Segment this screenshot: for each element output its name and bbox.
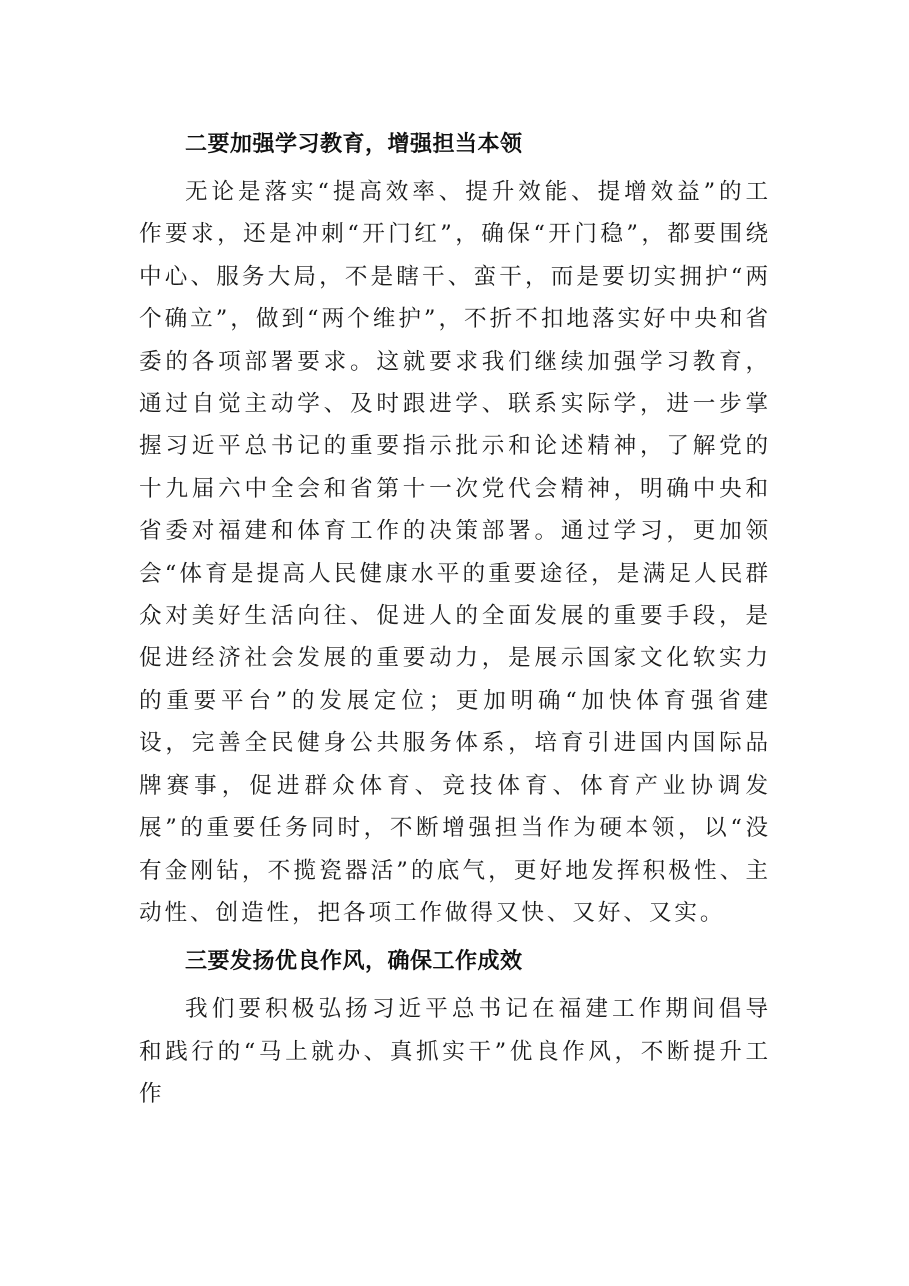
document-body: [139, 123, 771, 1116]
section-heading-strengthen-learning: 二要加强学习教育，增强担当本领: [185, 132, 523, 157]
section-paragraph-good-style: 我们要积极弘扬习近平总书记在福建工作期间倡导和践行的“马上就办、真抓实干”优良作风，不断提升工作: [139, 996, 771, 1108]
section-heading-good-style: 三要发扬优良作风，确保工作成效: [185, 949, 523, 975]
section-paragraph-strengthen-learning: 无论是落实“提高效率、提升效能、提增效益”的工作要求，还是冲刺“开门红”，确保“开门稳”，都要围绕中心、服务大局，不是瞎干、蛮干，而是要切实拥护“两个确立”，做到“两个维护”，不折不扣地落实好中央和省委的各项部署要求。这就要求我们继续加强学习教育，通过自觉主动学、及时跟进学、联系实际学，进一步掌握习近平总书记的重要指示批示和论述精神，了解党的十九届六中全会和省第十一次党代会精神，明确中央和省委对福建和体育工作的决策部署。通过学习，更加领会“体育是提高人民健康水平的重要途径，是满足人民群众对美好生活向往、促进人的全面发展的重要手段，是促进经济社会发展的重要动力，是展示国家文化软实力的重要平台”的发展定位；更加明确“加快体育强省建设，完善全民健身公共服务体系，培育引进国内国际品牌赛事，促进群众体育、竞技体育、体育产业协调发展”的重要任务同时，不断增强担当作为硬本领，以“没有金刚钻，不揽瓷器活”的底气，更好地发挥积极性、主动性、创造性，把各项工作做得又快、又好、又实。: [139, 179, 771, 926]
